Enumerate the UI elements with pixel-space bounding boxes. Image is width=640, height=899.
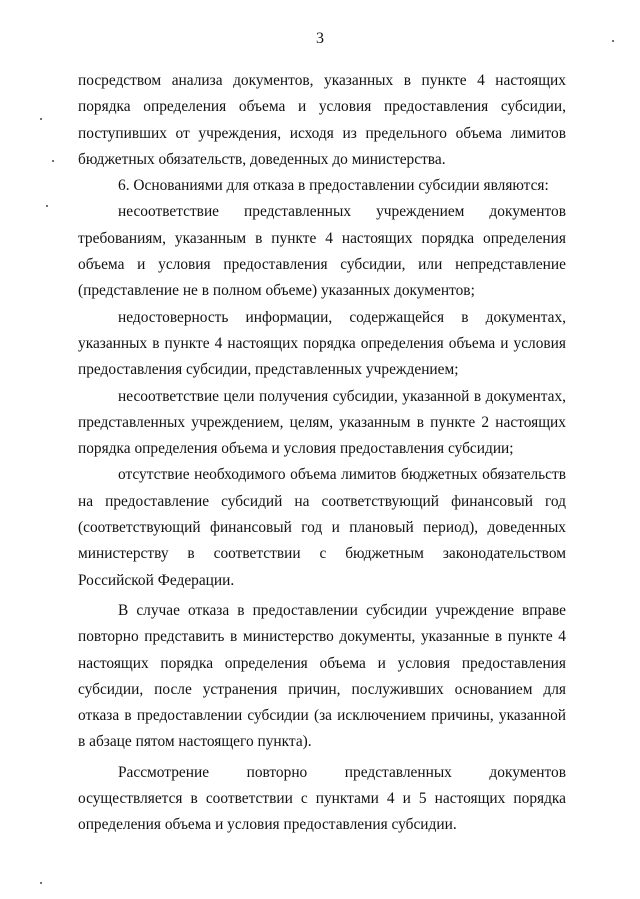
paragraph-ground-nonconformity: несоответствие представленных учреждением документов требованиям, указанным в пункте 4 настоящих порядка определения объема и условия предоставления субсидии, или непредставление (представление не в полном объеме) указанных документов; xyxy=(78,203,566,300)
paragraph-continuation: посредством анализа документов, указанных в пункте 4 настоящих порядка определения объема и условия предоставления субсидии, поступивших от учреждения, исходя из предельного объема лимитов бюджетных обязательств, доведенных до министерства. xyxy=(78,72,566,168)
paragraph-resubmission: В случае отказа в предоставлении субсидии учреждение вправе повторно представить в министерство документы, указанные в пункте 4 настоящих порядка определения объема и условия предоставления субсидии, после устранения причин, послуживших основанием для отказа в предоставлении субсидии (за исключением причины, указанной в абзаце пятом настоящего пункта). xyxy=(78,601,566,751)
page-number: 3 xyxy=(316,30,324,47)
paragraph-ground-purpose-mismatch: несоответствие цели получения субсидии, указанной в документах, представленных учреждением, целям, указанным в пункте 2 настоящих порядка определения объема и условия предоставления субсидии; xyxy=(78,387,566,458)
paragraph-review: Рассмотрение повторно представленных документов осуществляется в соответствии с пунктами 4 и 5 настоящих порядка определения объема и условия предоставления субсидии. xyxy=(78,763,566,834)
document-body xyxy=(78,68,566,839)
scan-speck xyxy=(40,882,42,884)
scan-speck xyxy=(40,118,42,120)
scan-speck xyxy=(612,40,614,42)
paragraph-ground-no-limits: отсутствие необходимого объема лимитов бюджетных обязательств на предоставление субсидий на соответствующий финансовый год (соответствующий финансовый год и плановый период), доведенных министерству в соответствии с бюджетным законодательством Российской Федерации. xyxy=(78,466,566,589)
scan-speck xyxy=(46,205,48,207)
paragraph-ground-unreliable-info: недостоверность информации, содержащейся в документах, указанных в пункте 4 настоящих порядка определения объема и условия предоставления субсидии, представленных учреждением; xyxy=(78,308,566,379)
scan-speck xyxy=(52,160,54,162)
paragraph-refusal-grounds-heading: 6. Основаниями для отказа в предоставлении субсидии являются: xyxy=(118,177,549,195)
